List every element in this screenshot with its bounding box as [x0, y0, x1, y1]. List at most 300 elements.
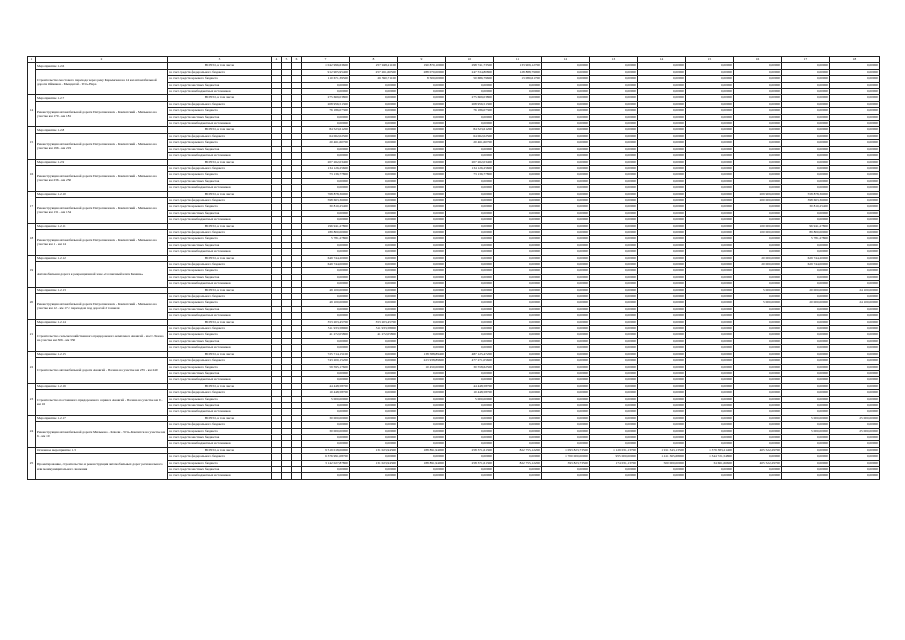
amount-cell: 0,00000: [590, 396, 638, 402]
amount-cell: 0,00000: [638, 89, 686, 95]
amount-cell: 0,00000: [398, 114, 446, 120]
amount-cell: 0,00000: [350, 159, 398, 165]
amount-cell: 0,00000: [638, 300, 686, 306]
measure-name: Реконструкция автомобильной дороги Мильково - Ключи - Усть-Камчатск на участке км 6 - км 10: [36, 422, 168, 448]
amount-cell: 0,00000: [830, 242, 880, 248]
amount-cell: 0,00000: [302, 281, 350, 287]
amount-cell: 0,00000: [350, 217, 398, 223]
amount-cell: 0,00000: [782, 383, 830, 389]
amount-cell: 0,00000: [398, 82, 446, 88]
amount-cell: 188 891,94000: [398, 447, 446, 453]
amount-cell: 0,00000: [398, 89, 446, 95]
amount-cell: 0,00000: [638, 204, 686, 210]
amount-cell: 0,00000: [686, 441, 734, 447]
funding-source: за счет средств внебюджетных источников: [168, 473, 272, 479]
amount-cell: 0,00000: [782, 351, 830, 357]
amount-cell: 0,00000: [686, 236, 734, 242]
amount-cell: 1 700 000,00000: [542, 454, 590, 460]
amount-cell: 0,00000: [398, 454, 446, 460]
amount-cell: 0,00000: [350, 358, 398, 364]
amount-cell: 649 744,20000: [302, 255, 350, 261]
amount-cell: 0,00000: [638, 390, 686, 396]
amount-cell: 0,00000: [782, 390, 830, 396]
amount-cell: 0,00000: [734, 434, 782, 440]
amount-cell: 0,00000: [830, 319, 880, 325]
amount-cell: 20 461,60700: [302, 140, 350, 146]
amount-cell: 0,00000: [446, 89, 494, 95]
amount-cell: 0,00000: [734, 396, 782, 402]
funding-source: за счет средств внебюджетных источников: [168, 249, 272, 255]
column-number: 13: [590, 57, 638, 63]
amount-cell: 96 941,27800: [782, 223, 830, 229]
measure-name: Строительство постоянного придорожного сервиса Анавгай - Палана на участке км 0 - км 16: [36, 390, 168, 416]
amount-cell: 0,00000: [350, 242, 398, 248]
amount-cell: 0,00000: [734, 217, 782, 223]
amount-cell: 0,00000: [494, 364, 542, 370]
amount-cell: 0,00000: [734, 172, 782, 178]
amount-cell: 0,00000: [542, 197, 590, 203]
amount-cell: 0,00000: [734, 108, 782, 114]
amount-cell: 0,00000: [446, 409, 494, 415]
funding-table: [27, 56, 880, 480]
amount-cell: 0,00000: [446, 473, 494, 479]
amount-cell: 0,00000: [734, 428, 782, 434]
amount-cell: 5 781,27800: [302, 236, 350, 242]
amount-cell: 0,00000: [302, 89, 350, 95]
amount-cell: 0,00000: [446, 223, 494, 229]
amount-cell: 0,00000: [782, 159, 830, 165]
amount-cell: 0,00000: [350, 313, 398, 319]
funding-source: за счет средств местных бюджетов: [168, 274, 272, 280]
amount-cell: 0,00000: [446, 441, 494, 447]
amount-cell: 0,00000: [446, 306, 494, 312]
amount-cell: 0,00000: [302, 185, 350, 191]
amount-cell: 0,00000: [830, 338, 880, 344]
amount-cell: 0,00000: [350, 287, 398, 293]
amount-cell: 0,00000: [638, 434, 686, 440]
amount-cell: 0,00000: [686, 153, 734, 159]
amount-cell: 0,00000: [638, 63, 686, 69]
amount-cell: 0,00000: [734, 274, 782, 280]
amount-cell: 0,00000: [494, 204, 542, 210]
amount-cell: 258 371,61300: [446, 447, 494, 453]
amount-cell: 0,00000: [782, 319, 830, 325]
amount-cell: 0,00000: [590, 287, 638, 293]
amount-cell: 0,00000: [830, 249, 880, 255]
amount-cell: 0,00000: [350, 204, 398, 210]
amount-cell: 0,00000: [350, 185, 398, 191]
amount-cell: 0,00000: [302, 370, 350, 376]
amount-cell: 0,00000: [350, 345, 398, 351]
amount-cell: 0,00000: [686, 345, 734, 351]
amount-cell: 0,00000: [446, 332, 494, 338]
amount-cell: 0,00000: [350, 197, 398, 203]
amount-cell: 0,00000: [302, 473, 350, 479]
amount-cell: 0,00000: [830, 236, 880, 242]
measure-title: Мероприятие 1.2.15: [36, 351, 168, 357]
funding-source: за счет средств местных бюджетов: [168, 210, 272, 216]
amount-cell: 0,00000: [446, 294, 494, 300]
amount-cell: 0,00000: [398, 415, 446, 421]
amount-cell: 208 956,51300: [446, 101, 494, 107]
amount-cell: 0,00000: [830, 377, 880, 383]
amount-cell: 0,00000: [590, 364, 638, 370]
amount-cell: 0,00000: [686, 300, 734, 306]
funding-source: за счет средств местных бюджетов: [168, 402, 272, 408]
amount-cell: 0,00000: [686, 140, 734, 146]
amount-cell: 0,00000: [446, 402, 494, 408]
amount-cell: 0,00000: [686, 95, 734, 101]
amount-cell: 0,00000: [782, 364, 830, 370]
amount-cell: 0,00000: [734, 165, 782, 171]
amount-cell: 0,00000: [830, 191, 880, 197]
amount-cell: 0,00000: [590, 422, 638, 428]
measure-name: Реконструкция автомобильной дороги Петропавловск - Камчатский - Мильково на участке км 131 - км 134: [36, 197, 168, 223]
amount-cell: 0,00000: [590, 108, 638, 114]
funding-source: за счет средств местных бюджетов: [168, 114, 272, 120]
amount-cell: 0,00000: [734, 364, 782, 370]
amount-cell: 0,00000: [830, 108, 880, 114]
funding-source: за счет средств краевого бюджета: [168, 300, 272, 306]
funding-source: ВСЕГО, в том числе: [168, 191, 272, 197]
amount-cell: 0,00000: [734, 114, 782, 120]
amount-cell: 0,00000: [542, 268, 590, 274]
measure-title: Мероприятие 1.2.16: [36, 383, 168, 389]
amount-cell: 3 142 027,87800: [302, 460, 350, 466]
amount-cell: 0,00000: [638, 191, 686, 197]
amount-cell: 0,00000: [398, 108, 446, 114]
amount-cell: 209 909,00000: [734, 191, 782, 197]
funding-source: за счет средств федерального бюджета: [168, 294, 272, 300]
amount-cell: 0,00000: [494, 255, 542, 261]
amount-cell: 0,00000: [590, 383, 638, 389]
funding-source: ВСЕГО, в том числе: [168, 319, 272, 325]
funding-source: за счет средств местных бюджетов: [168, 306, 272, 312]
amount-cell: 0,00000: [350, 473, 398, 479]
empty-cell: [272, 473, 282, 479]
amount-cell: 912 905,95400: [302, 69, 350, 75]
amount-cell: 477 271,05600: [446, 358, 494, 364]
amount-cell: 0,00000: [590, 332, 638, 338]
amount-cell: 405 522,29700: [734, 447, 782, 453]
amount-cell: 0,00000: [542, 146, 590, 152]
amount-cell: 0,00000: [494, 338, 542, 344]
amount-cell: 0,00000: [494, 332, 542, 338]
amount-cell: 0,00000: [398, 217, 446, 223]
amount-cell: 0,00000: [638, 249, 686, 255]
amount-cell: 0,00000: [590, 345, 638, 351]
amount-cell: 0,00000: [830, 255, 880, 261]
amount-cell: 1 042 996,63600: [302, 63, 350, 69]
amount-cell: 0,00000: [734, 351, 782, 357]
measure-name: Строительство сельскохозяйственного придорожного комплекса Анавгай - мост Лазово на участке км 306 - км 350: [36, 326, 168, 352]
amount-cell: 30 558,62500: [446, 364, 494, 370]
amount-cell: 0,00000: [302, 345, 350, 351]
amount-cell: 0,00000: [734, 390, 782, 396]
amount-cell: 0,00000: [494, 82, 542, 88]
amount-cell: 0,00000: [398, 383, 446, 389]
amount-cell: 0,00000: [494, 140, 542, 146]
amount-cell: 0,00000: [542, 127, 590, 133]
amount-cell: 131 023,94300: [350, 460, 398, 466]
amount-cell: 0,00000: [542, 332, 590, 338]
amount-cell: 0,00000: [686, 121, 734, 127]
amount-cell: 0,00000: [590, 326, 638, 332]
amount-cell: 0,00000: [734, 101, 782, 107]
amount-cell: 0,00000: [350, 153, 398, 159]
measure-name: Реконструкция автомобильной дороги Петропавловск - Камчатский - Мильково на участке км 236 - км 250: [36, 165, 168, 191]
amount-cell: 0,00000: [590, 428, 638, 434]
amount-cell: 5 000,00000: [782, 428, 830, 434]
amount-cell: 0,00000: [782, 313, 830, 319]
amount-cell: 0,00000: [638, 242, 686, 248]
amount-cell: 0,00000: [782, 101, 830, 107]
amount-cell: 0,00000: [446, 242, 494, 248]
amount-cell: 0,00000: [686, 229, 734, 235]
funding-source: за счет средств внебюджетных источников: [168, 121, 272, 127]
amount-cell: 0,00000: [398, 313, 446, 319]
amount-cell: 0,00000: [686, 133, 734, 139]
amount-cell: 0,00000: [686, 332, 734, 338]
amount-cell: 0,00000: [734, 268, 782, 274]
amount-cell: 0,00000: [830, 268, 880, 274]
amount-cell: 64 062,02500: [302, 133, 350, 139]
amount-cell: 0,00000: [638, 121, 686, 127]
amount-cell: 0,00000: [782, 268, 830, 274]
amount-cell: 0,00000: [542, 351, 590, 357]
amount-cell: 257 948,21100: [350, 63, 398, 69]
amount-cell: 190 870,10000: [398, 63, 446, 69]
amount-cell: 0,00000: [542, 377, 590, 383]
amount-cell: 0,00000: [446, 370, 494, 376]
amount-cell: 0,00000: [398, 236, 446, 242]
amount-cell: 0,00000: [494, 396, 542, 402]
funding-source: ВСЕГО, в том числе: [168, 159, 272, 165]
amount-cell: 30 810,25400: [302, 204, 350, 210]
amount-cell: 0,00000: [542, 467, 590, 473]
amount-cell: 0,00000: [542, 185, 590, 191]
measure-title: Мероприятие 1.2.7: [36, 95, 168, 101]
amount-cell: 0,00000: [398, 390, 446, 396]
amount-cell: 0,00000: [350, 428, 398, 434]
amount-cell: 0,00000: [446, 191, 494, 197]
amount-cell: 0,00000: [638, 95, 686, 101]
amount-cell: 0,00000: [734, 178, 782, 184]
amount-cell: 0,00000: [494, 210, 542, 216]
amount-cell: 208 956,51300: [302, 101, 350, 107]
amount-cell: 0,00000: [638, 210, 686, 216]
amount-cell: 0,00000: [782, 63, 830, 69]
amount-cell: 0,00000: [398, 255, 446, 261]
amount-cell: 629 744,20000: [782, 255, 830, 261]
amount-cell: 0,00000: [638, 306, 686, 312]
amount-cell: 76 186,07300: [446, 108, 494, 114]
amount-cell: 0,00000: [638, 274, 686, 280]
amount-cell: 0,00000: [350, 434, 398, 440]
amount-cell: 0,00000: [782, 95, 830, 101]
amount-cell: 0,00000: [686, 262, 734, 268]
funding-source: за счет средств федерального бюджета: [168, 101, 272, 107]
measure-title: Мероприятие 1.2.12: [36, 255, 168, 261]
amount-cell: 0,00000: [686, 114, 734, 120]
amount-cell: 1 344 721,54800: [686, 454, 734, 460]
amount-cell: 0,00000: [590, 402, 638, 408]
measure-title: Основное мероприятие 1.3: [36, 447, 168, 453]
amount-cell: 0,00000: [638, 153, 686, 159]
amount-cell: 0,00000: [686, 191, 734, 197]
amount-cell: 0,00000: [734, 159, 782, 165]
amount-cell: 0,00000: [638, 185, 686, 191]
amount-cell: 0,00000: [494, 101, 542, 107]
amount-cell: 0,00000: [830, 89, 880, 95]
amount-cell: 24 100,00000: [830, 287, 880, 293]
amount-cell: 0,00000: [782, 370, 830, 376]
row-number: 25: [28, 447, 36, 479]
amount-cell: 0,00000: [446, 185, 494, 191]
amount-cell: 0,00000: [494, 114, 542, 120]
amount-cell: 0,00000: [782, 332, 830, 338]
amount-cell: 0,00000: [638, 229, 686, 235]
amount-cell: 44 448,58700: [446, 383, 494, 389]
measure-title: Мероприятие 1.2.6: [36, 63, 168, 69]
amount-cell: 0,00000: [782, 140, 830, 146]
amount-cell: 0,00000: [638, 281, 686, 287]
amount-cell: 0,00000: [638, 165, 686, 171]
column-number: 2: [36, 57, 168, 63]
amount-cell: 822 755,12200: [494, 447, 542, 453]
amount-cell: 0,00000: [494, 236, 542, 242]
amount-cell: 955 000,00000: [590, 454, 638, 460]
amount-cell: 0,00000: [686, 377, 734, 383]
amount-cell: 0,00000: [782, 217, 830, 223]
amount-cell: 0,00000: [446, 82, 494, 88]
amount-cell: 0,00000: [398, 101, 446, 107]
amount-cell: 0,00000: [494, 300, 542, 306]
amount-cell: 0,00000: [302, 467, 350, 473]
amount-cell: 73 136,77800: [302, 172, 350, 178]
funding-source: ВСЕГО, в том числе: [168, 255, 272, 261]
amount-cell: 100 000,00000: [734, 229, 782, 235]
amount-cell: 0,00000: [782, 178, 830, 184]
amount-cell: 0,00000: [446, 178, 494, 184]
amount-cell: 0,00000: [638, 159, 686, 165]
amount-cell: 0,00000: [398, 332, 446, 338]
amount-cell: 0,00000: [590, 300, 638, 306]
row-number: 20: [28, 287, 36, 319]
amount-cell: 0,00000: [830, 364, 880, 370]
amount-cell: 0,00000: [494, 274, 542, 280]
amount-cell: 0,00000: [542, 300, 590, 306]
funding-source: ВСЕГО, в том числе: [168, 223, 272, 229]
amount-cell: 0,00000: [782, 467, 830, 473]
amount-cell: 0,00000: [590, 127, 638, 133]
amount-cell: 257 261,60500: [350, 69, 398, 75]
amount-cell: 558 878,36000: [782, 191, 830, 197]
amount-cell: 0,00000: [350, 467, 398, 473]
amount-cell: 0,00000: [590, 159, 638, 165]
amount-cell: 0,00000: [686, 338, 734, 344]
funding-source: за счет средств краевого бюджета: [168, 204, 272, 210]
amount-cell: 110 671,39500: [302, 76, 350, 82]
amount-cell: 0,00000: [782, 274, 830, 280]
amount-cell: 0,00000: [734, 377, 782, 383]
amount-cell: 0,00000: [686, 473, 734, 479]
amount-cell: 0,00000: [398, 274, 446, 280]
amount-cell: 0,00000: [590, 409, 638, 415]
amount-cell: 0,00000: [734, 82, 782, 88]
amount-cell: 0,00000: [686, 204, 734, 210]
amount-cell: 0,00000: [398, 140, 446, 146]
amount-cell: 0,00000: [398, 268, 446, 274]
amount-cell: 5 000,00000: [734, 287, 782, 293]
amount-cell: 0,00000: [638, 396, 686, 402]
amount-cell: 0,00000: [542, 396, 590, 402]
amount-cell: 0,00000: [590, 262, 638, 268]
amount-cell: 10 448,58700: [446, 390, 494, 396]
amount-cell: 0,00000: [446, 114, 494, 120]
amount-cell: 0,00000: [542, 178, 590, 184]
amount-cell: 138 588,89400: [398, 351, 446, 357]
amount-cell: 0,00000: [686, 108, 734, 114]
funding-source: за счет средств федерального бюджета: [168, 262, 272, 268]
amount-cell: 0,00000: [542, 383, 590, 389]
amount-cell: 0,00000: [590, 185, 638, 191]
amount-cell: 0,00000: [782, 146, 830, 152]
amount-cell: 247 534,80800: [446, 69, 494, 75]
amount-cell: 0,00000: [782, 69, 830, 75]
amount-cell: 0,00000: [494, 358, 542, 364]
amount-cell: 0,00000: [686, 82, 734, 88]
amount-cell: 0,00000: [638, 223, 686, 229]
amount-cell: 0,00000: [638, 473, 686, 479]
column-number: 12: [542, 57, 590, 63]
amount-cell: 0,00000: [830, 332, 880, 338]
amount-cell: 0,00000: [398, 121, 446, 127]
amount-cell: 0,00000: [494, 434, 542, 440]
amount-cell: 73 136,77800: [446, 172, 494, 178]
amount-cell: 0,00000: [734, 69, 782, 75]
amount-cell: 0,00000: [638, 351, 686, 357]
amount-cell: 0,00000: [302, 422, 350, 428]
amount-cell: 0,00000: [782, 133, 830, 139]
column-number: 14: [638, 57, 686, 63]
amount-cell: 0,00000: [638, 82, 686, 88]
amount-cell: 0,00000: [734, 441, 782, 447]
amount-cell: 0,00000: [398, 95, 446, 101]
funding-source: за счет средств местных бюджетов: [168, 467, 272, 473]
amount-cell: 311 933,58900: [302, 326, 350, 332]
amount-cell: 0,00000: [350, 306, 398, 312]
amount-cell: 0,00000: [782, 473, 830, 479]
amount-cell: 0,00000: [734, 326, 782, 332]
amount-cell: 0,00000: [830, 63, 880, 69]
amount-cell: 0,00000: [542, 281, 590, 287]
amount-cell: 0,00000: [830, 121, 880, 127]
amount-cell: 0,00000: [830, 467, 880, 473]
amount-cell: 0,00000: [494, 242, 542, 248]
amount-cell: 0,00000: [494, 415, 542, 421]
amount-cell: 0,00000: [686, 178, 734, 184]
amount-cell: 0,00000: [734, 121, 782, 127]
amount-cell: 0,00000: [302, 121, 350, 127]
amount-cell: 0,00000: [686, 396, 734, 402]
column-number: 11: [494, 57, 542, 63]
amount-cell: 0,00000: [734, 210, 782, 216]
amount-cell: 0,00000: [398, 409, 446, 415]
amount-cell: 0,00000: [494, 454, 542, 460]
amount-cell: 0,00000: [734, 185, 782, 191]
amount-cell: 0,00000: [590, 172, 638, 178]
